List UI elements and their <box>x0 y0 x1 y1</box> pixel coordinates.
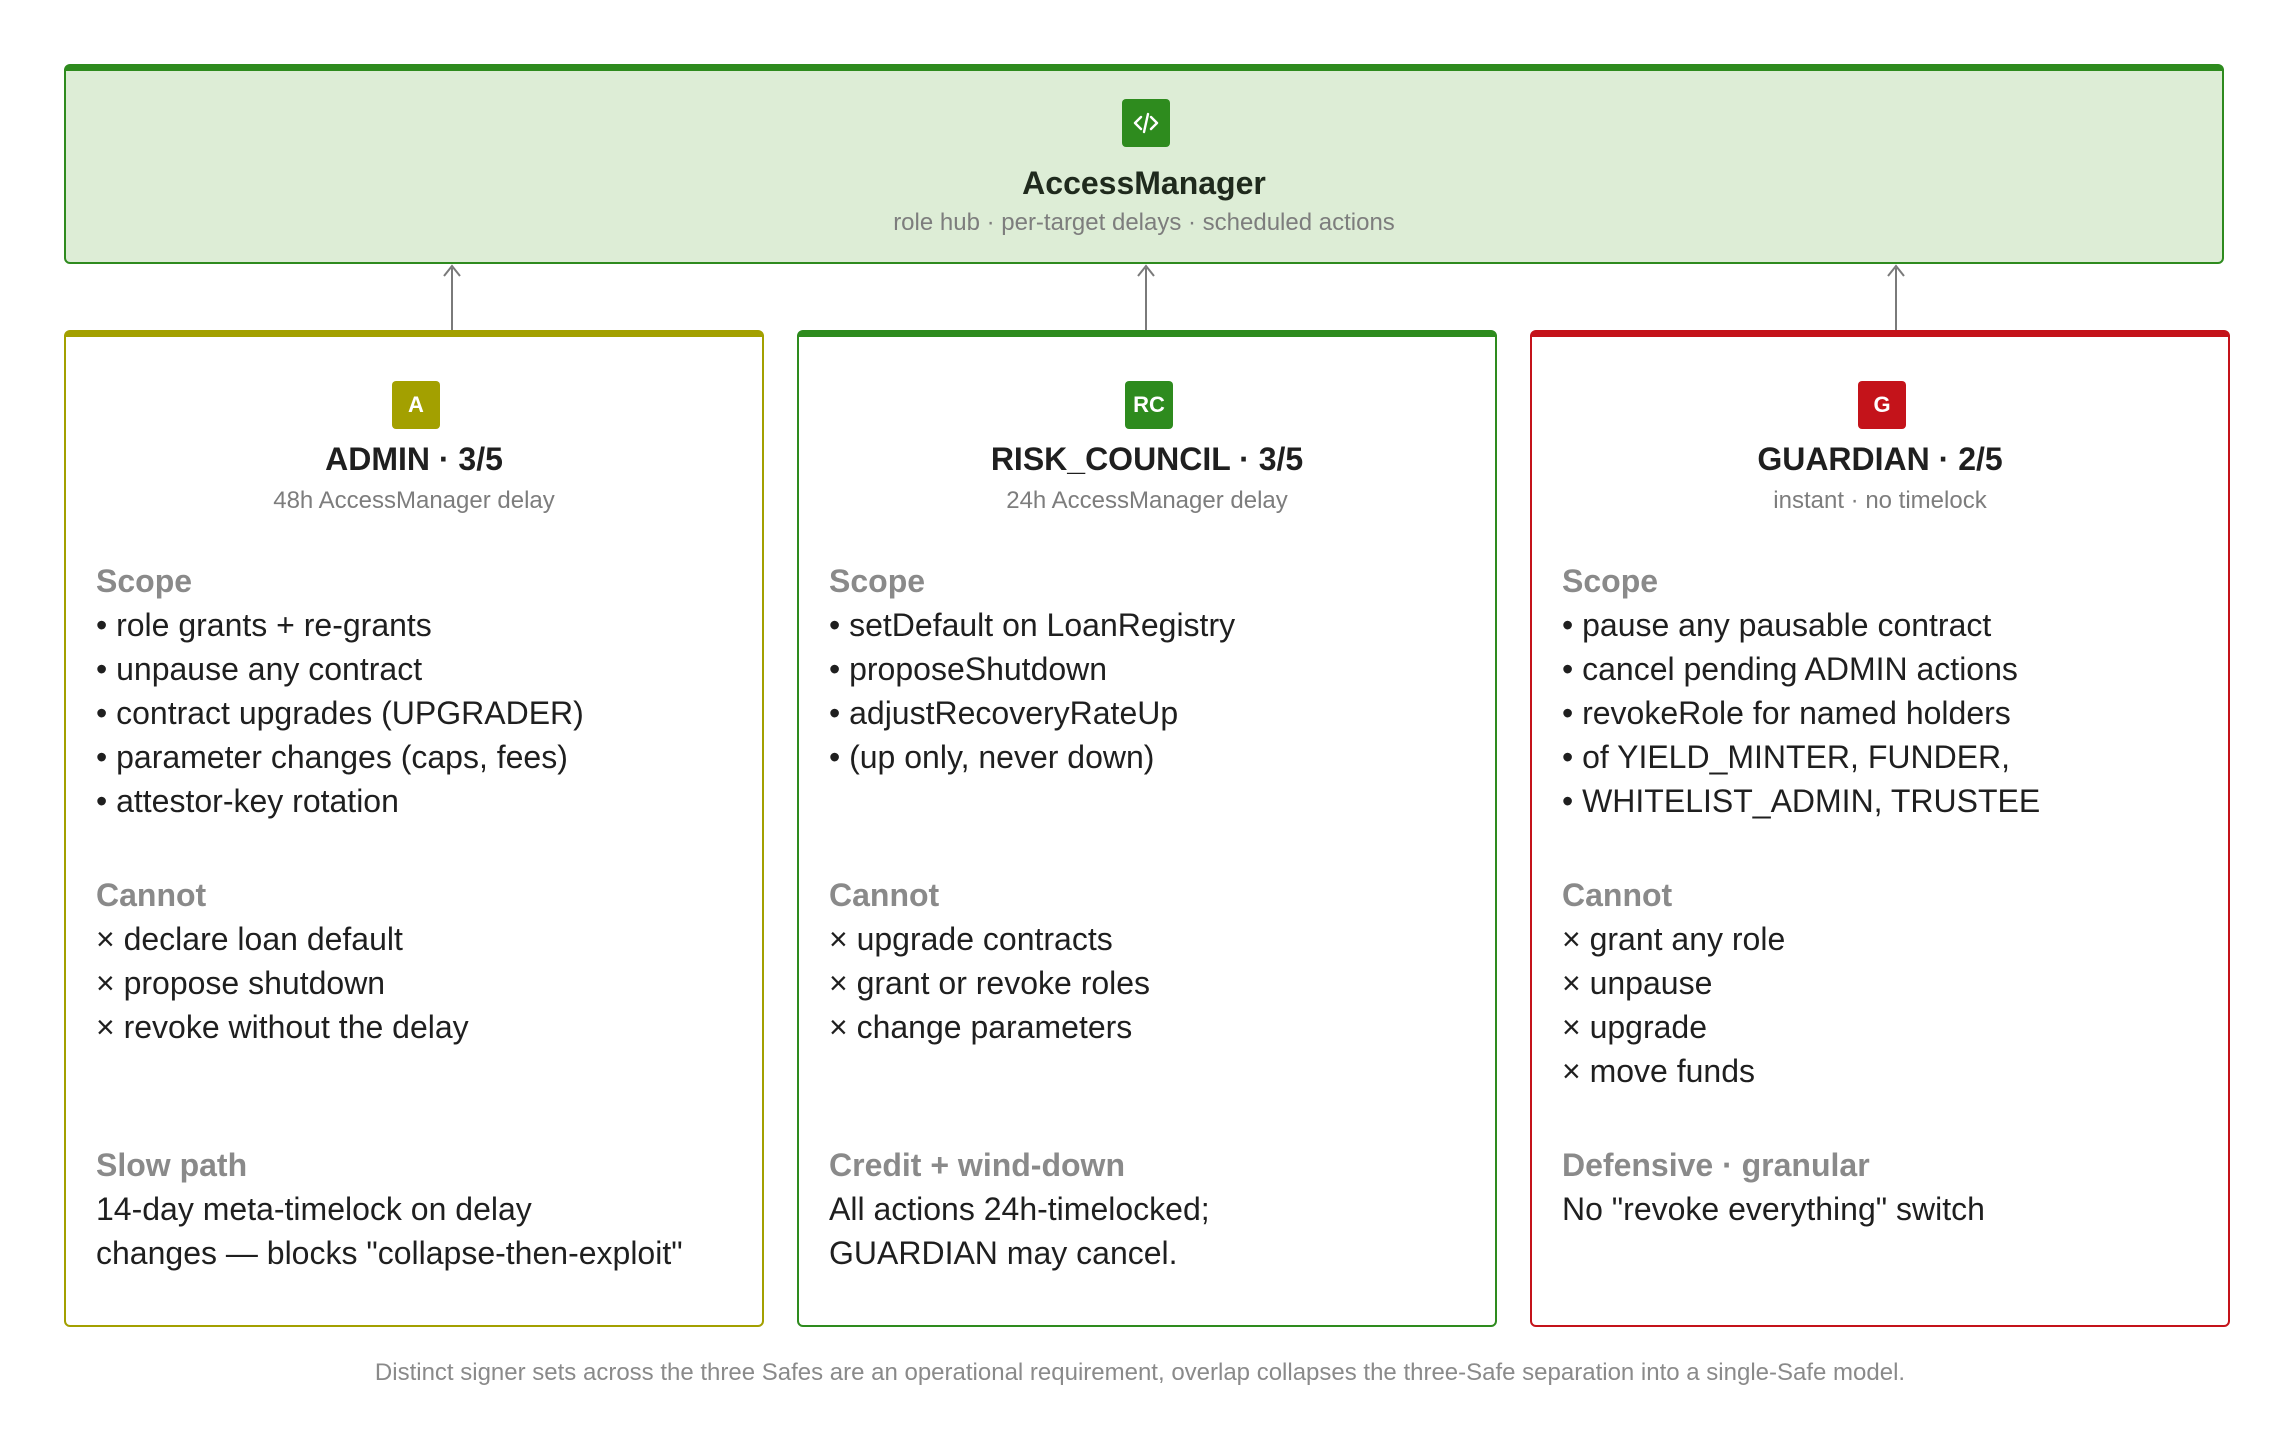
admin-card <box>64 330 764 1327</box>
list-item: × grant any role <box>1562 921 1786 957</box>
list-item: × declare loan default <box>96 921 403 957</box>
list-item: × upgrade <box>1562 1009 1708 1045</box>
footer-note: Distinct signer sets across the three Safes are an operational requirement, overlap collapses the three-Safe separation into a single-Safe model. <box>374 1359 1906 1386</box>
list-item: × unpause <box>1562 965 1713 1001</box>
list-item: × change parameters <box>829 1009 1133 1045</box>
admin-badge: A <box>392 381 440 429</box>
risk-council-card <box>797 330 1497 1327</box>
guardian-note-heading: Defensive · granular <box>1562 1147 1870 1183</box>
admin-scope-heading: Scope <box>96 563 193 599</box>
risk-council-cannot-section <box>829 873 1475 1049</box>
list-item: • contract upgrades (UPGRADER) <box>96 695 584 731</box>
note-line: 14-day meta-timelock on delay <box>96 1191 532 1227</box>
list-item: × grant or revoke roles <box>829 965 1151 1001</box>
list-item: × propose shutdown <box>96 965 386 1001</box>
note-line: No "revoke everything" switch <box>1562 1191 1985 1227</box>
risk-council-subtitle: 24h AccessManager delay <box>1006 487 1288 514</box>
list-item: × revoke without the delay <box>96 1009 469 1045</box>
guardian-note-section <box>1562 1143 2208 1231</box>
list-item: • cancel pending ADMIN actions <box>1562 651 2018 687</box>
admin-cannot-heading: Cannot <box>96 877 207 913</box>
risk-council-note-heading: Credit + wind-down <box>829 1147 1125 1183</box>
list-item: • role grants + re-grants <box>96 607 432 643</box>
list-item: × upgrade contracts <box>829 921 1113 957</box>
hub-subtitle: role hub · per-target delays · scheduled actions <box>893 209 1395 236</box>
guardian-cannot-heading: Cannot <box>1562 877 1673 913</box>
list-item: • WHITELIST_ADMIN, TRUSTEE <box>1562 783 2041 819</box>
admin-title: ADMIN · 3/5 <box>325 441 503 477</box>
guardian-subtitle: instant · no timelock <box>1773 487 1987 514</box>
list-item: × move funds <box>1562 1053 1755 1089</box>
risk-council-scope-heading: Scope <box>829 563 926 599</box>
note-line: changes — blocks "collapse-then-exploit" <box>96 1235 683 1271</box>
guardian-card <box>1530 330 2230 1327</box>
list-item: • adjustRecoveryRateUp <box>829 695 1179 731</box>
guardian-cannot-section <box>1562 873 2208 1093</box>
risk-council-badge: RC <box>1125 381 1173 429</box>
list-item: • parameter changes (caps, fees) <box>96 739 568 775</box>
risk-council-cannot-heading: Cannot <box>829 877 940 913</box>
guardian-scope-heading: Scope <box>1562 563 1659 599</box>
admin-note-heading: Slow path <box>96 1147 248 1183</box>
guardian-scope-section <box>1562 559 2208 823</box>
note-line: GUARDIAN may cancel. <box>829 1235 1178 1271</box>
note-line: All actions 24h-timelocked; <box>829 1191 1210 1227</box>
admin-scope-section <box>96 559 742 823</box>
guardian-title: GUARDIAN · 2/5 <box>1757 441 2003 477</box>
admin-cannot-section <box>96 873 742 1049</box>
admin-subtitle: 48h AccessManager delay <box>273 487 555 514</box>
risk-council-scope-section <box>829 559 1475 779</box>
guardian-badge: G <box>1858 381 1906 429</box>
list-item: • setDefault on LoanRegistry <box>829 607 1236 643</box>
list-item: • proposeShutdown <box>829 651 1108 687</box>
list-item: • (up only, never down) <box>829 739 1155 775</box>
risk-council-note-section <box>829 1143 1475 1275</box>
list-item: • unpause any contract <box>96 651 423 687</box>
list-item: • revokeRole for named holders <box>1562 695 2011 731</box>
connector-arrows <box>0 0 2280 340</box>
hub-title: AccessManager <box>1022 165 1266 201</box>
list-item: • attestor-key rotation <box>96 783 399 819</box>
risk-council-title: RISK_COUNCIL · 3/5 <box>990 441 1304 477</box>
list-item: • pause any pausable contract <box>1562 607 1992 643</box>
list-item: • of YIELD_MINTER, FUNDER, <box>1562 739 2011 775</box>
admin-note-section <box>96 1143 742 1275</box>
